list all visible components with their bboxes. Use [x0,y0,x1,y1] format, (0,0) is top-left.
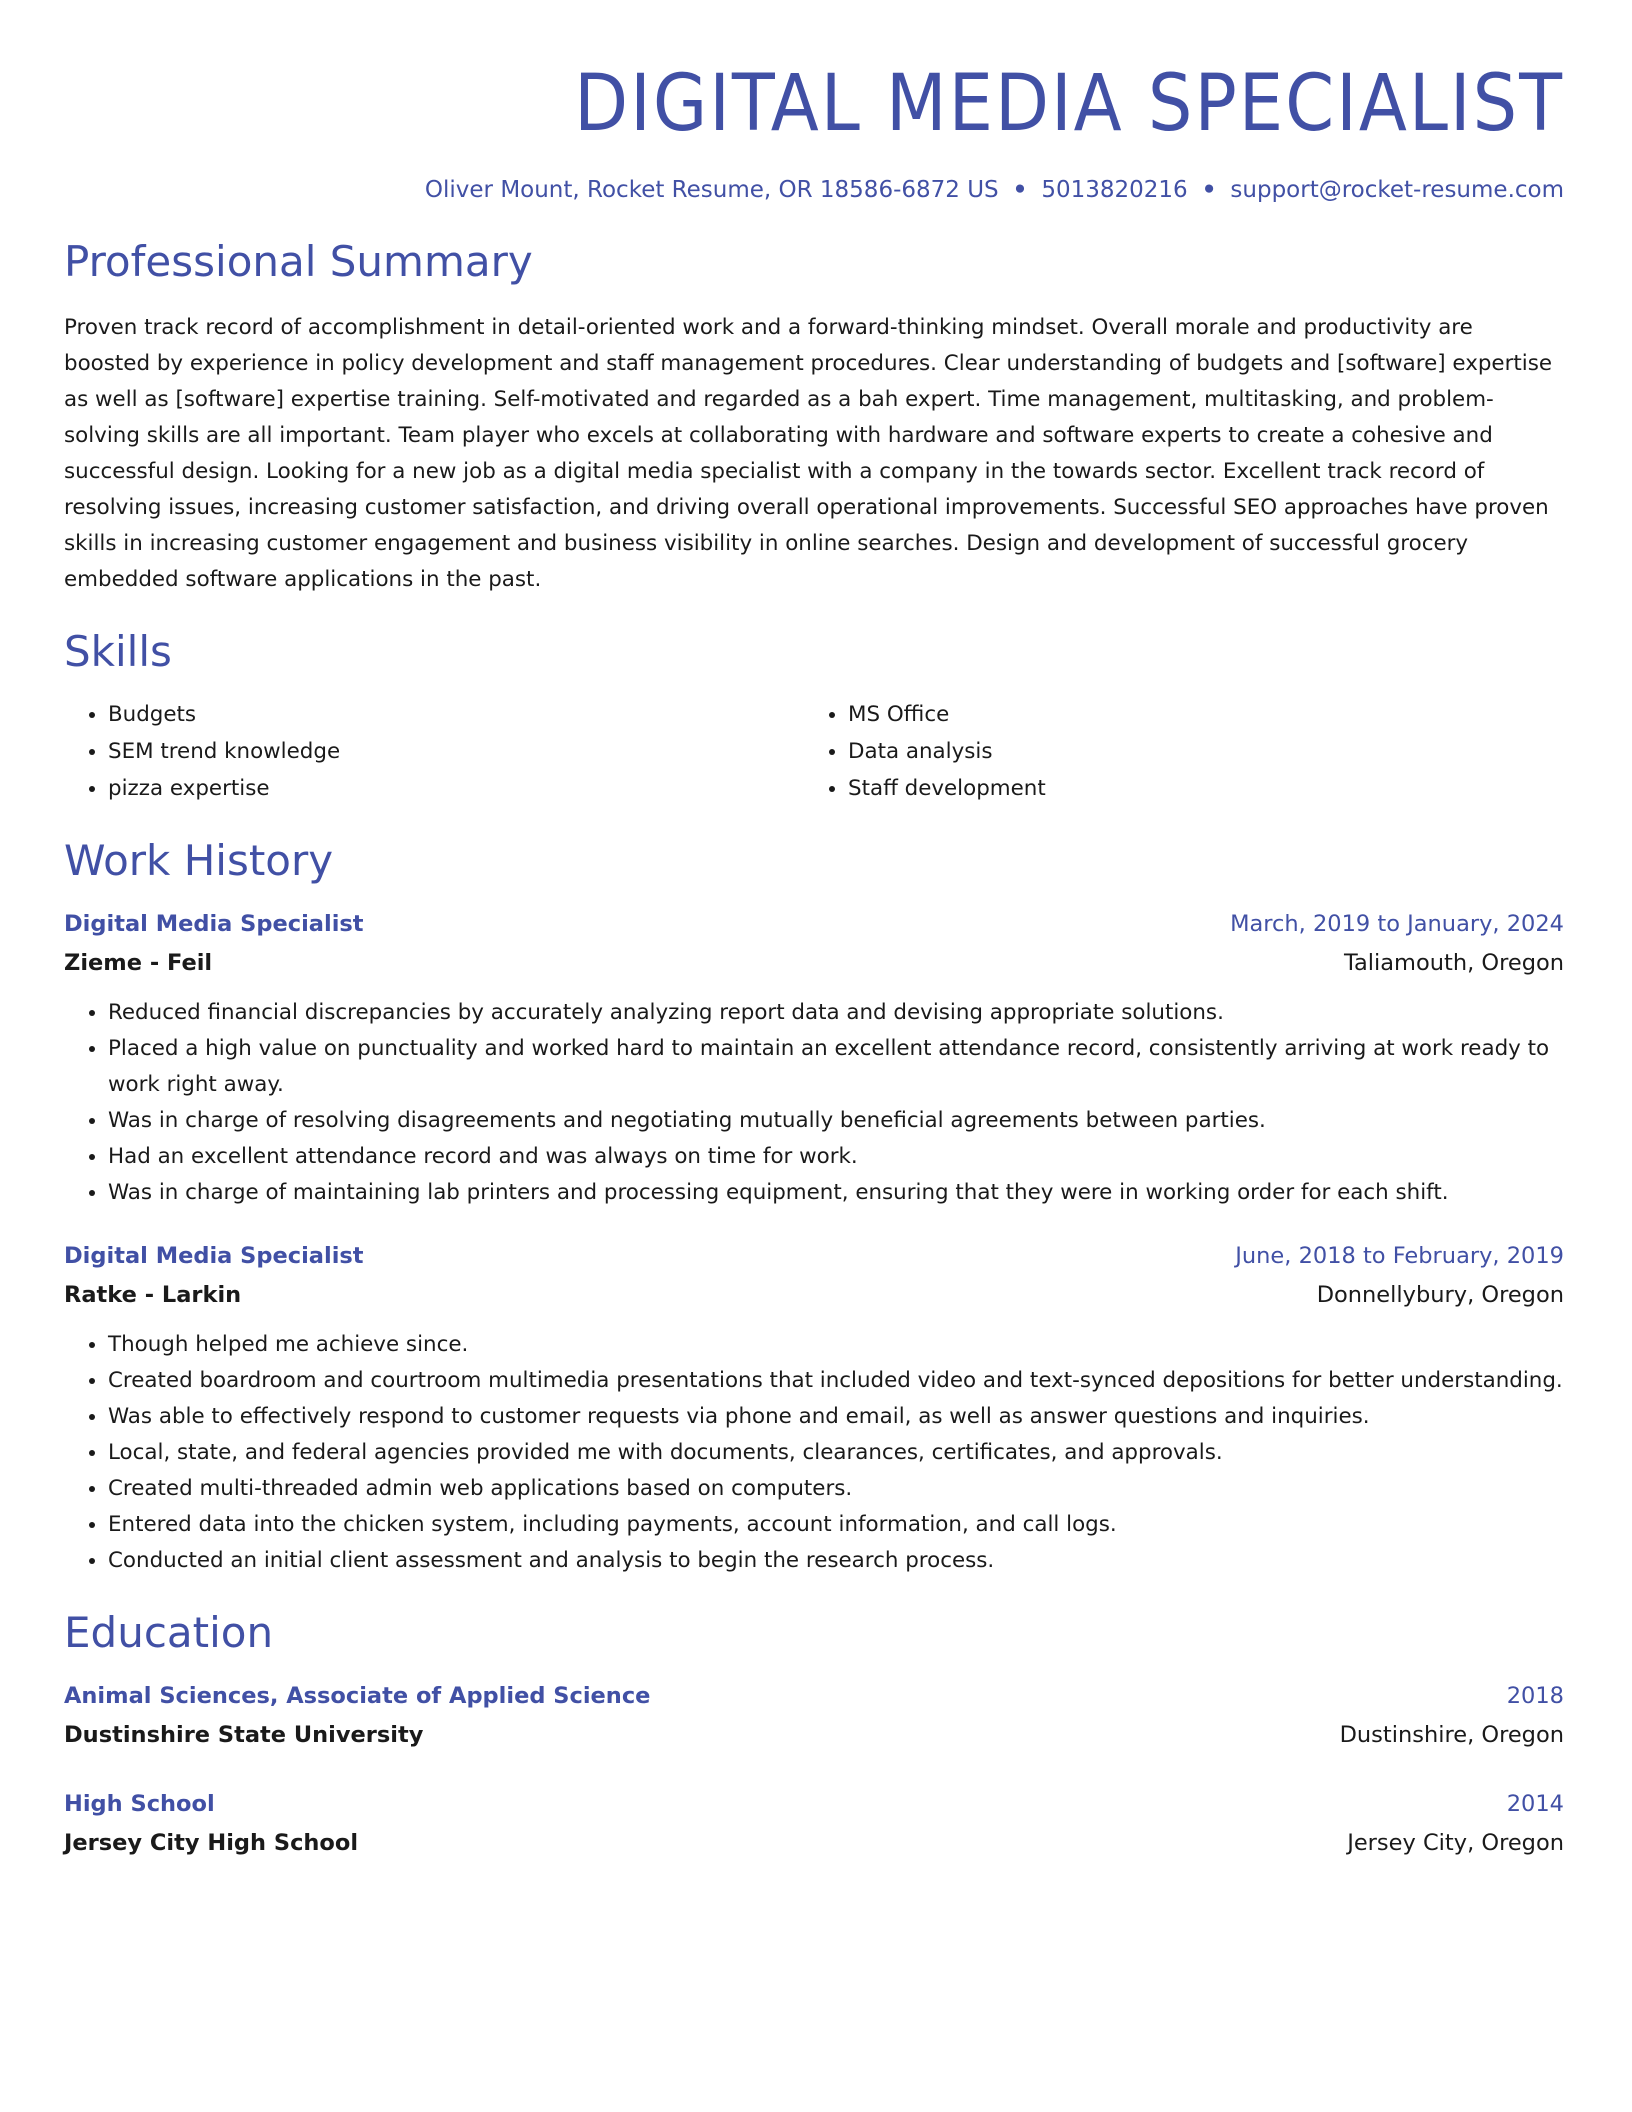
job-bullets [64,995,1564,1211]
skill-item: • Data analysis [848,733,1544,770]
education-header-row [64,1677,1564,1715]
contact-separator: • [1012,177,1028,203]
contact-line [64,174,1564,206]
skill-item: • Staff development [848,770,1544,807]
job-role: Digital Media Specialist [64,911,364,937]
job-header-row [64,1237,1564,1275]
job-bullet: • Local, state, and federal agencies provided me with documents, clearances, certificates, and approvals. [108,1435,1564,1471]
education-entry [64,1677,1564,1755]
section-heading-skills: Skills [64,627,172,676]
job-list [64,905,1564,1579]
job-company-row [64,1275,1564,1315]
job-company-row [64,943,1564,983]
work-history-section [64,835,1564,1579]
job-location: Taliamouth, Oregon [1343,950,1564,976]
job-bullet: • Was in charge of maintaining lab printers and processing equipment, ensuring that they were in working order for each shift. [108,1175,1564,1211]
job-entry [64,1237,1564,1579]
skill-item: • Budgets [108,696,804,733]
education-location: Jersey City, Oregon [1347,1830,1564,1856]
summary-text: Proven track record of accomplishment in detail-oriented work and a forward-thinking mindset. Overall morale and productivity are boosted by experience in policy development and staff management procedures. Clear understanding of budgets and [software] expertise as well as [software] expertise training. Self-motivated and regarded as a bah expert. Time management, multitasking, and problem-solving skills are all important. Team player who excels at collaborating with hardware and software experts to create a cohesive and successful design. Looking for a new job as a digital media specialist with a company in the towards sector. Excellent track record of resolving issues, increasing customer satisfaction, and driving overall operational improvements. Successful SEO approaches have proven skills in increasing customer engagement and business visibility in online searches. Design and development of successful grocery embedded software applications in the past. [64,315,1553,592]
job-header-row [64,905,1564,943]
contact-address: Oliver Mount, Rocket Resume, OR 18586-6872 US [424,177,999,203]
education-school-row [64,1715,1564,1755]
job-bullet: • Conducted an initial client assessment and analysis to begin the research process. [108,1543,1564,1579]
skill-item: • MS Office [848,696,1544,733]
education-degree: High School [64,1791,215,1817]
contact-separator: • [1201,177,1217,203]
job-bullet: • Entered data into the chicken system, including payments, account information, and call logs. [108,1507,1564,1543]
skill-item: • SEM trend knowledge [108,733,804,770]
professional-summary-section [64,236,1564,598]
job-bullets [64,1327,1564,1579]
skills-columns [64,696,1564,807]
education-year: 2014 [1506,1791,1564,1817]
contact-email[interactable]: support@rocket-resume.com [1230,177,1564,203]
skill-item: • pizza expertise [108,770,804,807]
education-entry [64,1785,1564,1863]
section-heading-summary: Professional Summary [64,237,533,286]
job-bullet: • Was in charge of resolving disagreements and negotiating mutually beneficial agreements between parties. [108,1103,1564,1139]
job-company: Zieme - Feil [64,950,213,976]
job-bullet: • Though helped me achieve since. [108,1327,1564,1363]
skills-section [64,626,1564,807]
job-role: Digital Media Specialist [64,1243,364,1269]
job-bullet: • Created multi-threaded admin web applications based on computers. [108,1471,1564,1507]
section-heading-education: Education [64,1608,274,1657]
education-location: Dustinshire, Oregon [1339,1722,1564,1748]
contact-phone[interactable]: 5013820216 [1041,177,1188,203]
job-bullet: • Created boardroom and courtroom multimedia presentations that included video and text-synced depositions for better understanding. [108,1363,1564,1399]
section-heading-work: Work History [64,836,334,885]
job-bullet: • Placed a high value on punctuality and worked hard to maintain an excellent attendance record, consistently arriving at work ready to work right away. [108,1031,1564,1103]
resume-page [64,0,1564,1863]
job-dates: March, 2019 to January, 2024 [1230,911,1564,937]
job-bullet: • Was able to effectively respond to customer requests via phone and email, as well as answer questions and inquiries. [108,1399,1564,1435]
job-entry [64,905,1564,1211]
education-school: Dustinshire State University [64,1722,424,1748]
education-school: Jersey City High School [64,1830,359,1856]
education-school-row [64,1823,1564,1863]
education-degree: Animal Sciences, Associate of Applied Science [64,1683,651,1709]
job-dates: June, 2018 to February, 2019 [1235,1243,1564,1269]
resume-title: DIGITAL MEDIA SPECIALIST [574,59,1564,149]
skills-list-right [804,696,1544,807]
education-header-row [64,1785,1564,1823]
education-section [64,1607,1564,1863]
education-year: 2018 [1506,1683,1564,1709]
job-bullet: • Had an excellent attendance record and was always on time for work. [108,1139,1564,1175]
skills-list-left [64,696,804,807]
job-location: Donnellybury, Oregon [1316,1282,1564,1308]
job-company: Ratke - Larkin [64,1282,242,1308]
job-bullet: • Reduced financial discrepancies by accurately analyzing report data and devising appropriate solutions. [108,995,1564,1031]
